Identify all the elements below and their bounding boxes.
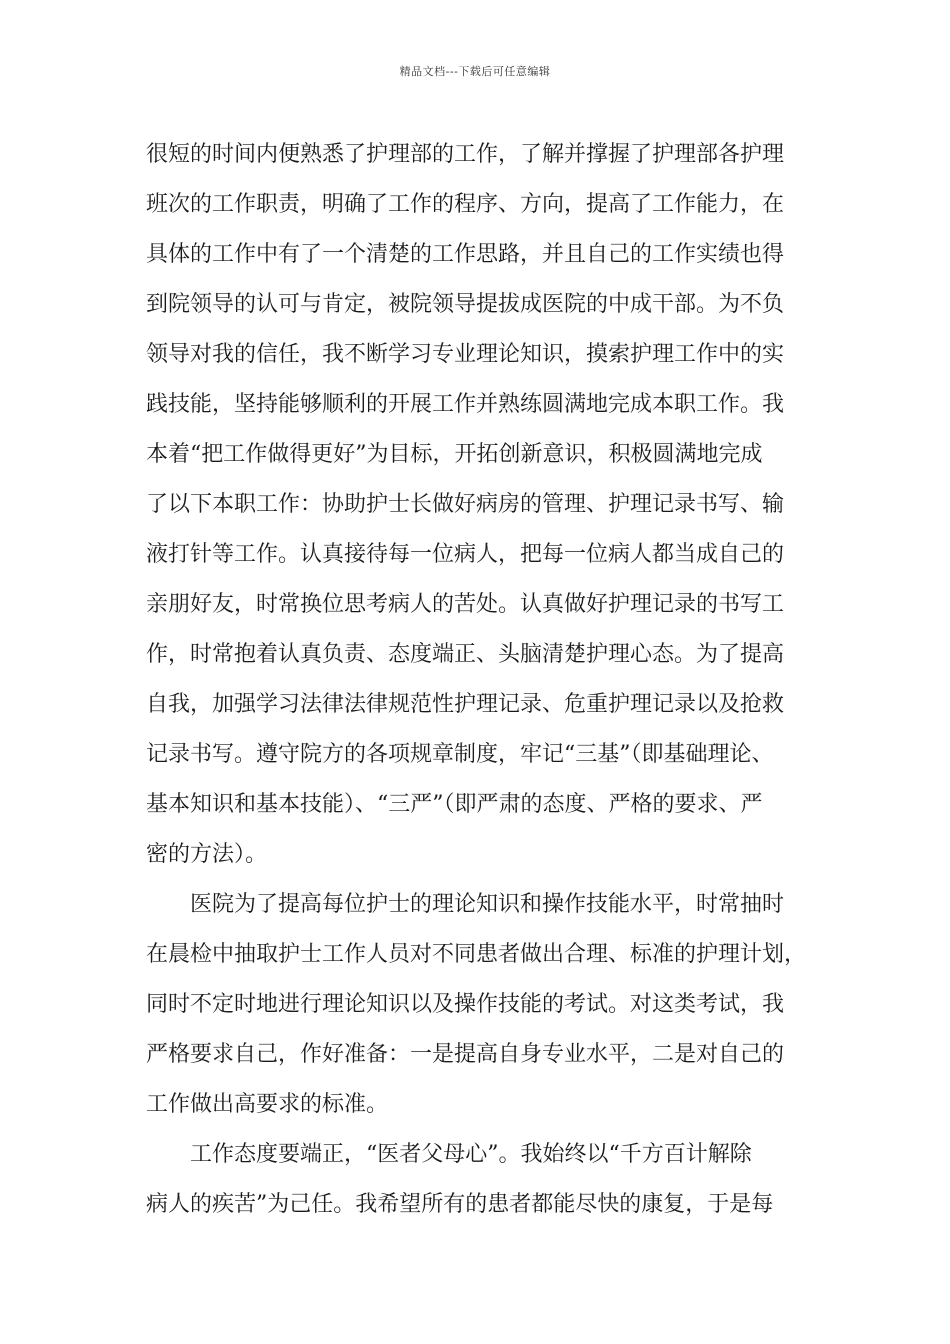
- text-line: 很短的时间内便熟悉了护理部的工作，了解并撑握了护理部各护理: [146, 142, 785, 167]
- text-line: 本着“把工作做得更好”为目标，开拓创新意识，积极圆满地完成: [146, 442, 763, 467]
- text-line: 具体的工作中有了一个清楚的工作思路，并且自己的工作实绩也得: [146, 242, 785, 267]
- paragraph: [146, 130, 806, 880]
- text-line: 领导对我的信任，我不断学习专业理论知识，摸索护理工作中的实: [146, 342, 785, 367]
- text-line: 记录书写。遵守院方的各项规章制度，牢记“三基”（即基础理论、: [146, 742, 774, 767]
- paragraph: [146, 880, 806, 1130]
- text-line: 工作态度要端正，“医者父母心”。我始终以“千方百计解除: [190, 1142, 752, 1167]
- text-line: 基本知识和基本技能）、“三严”（即严肃的态度、严格的要求、严: [146, 792, 763, 817]
- text-line: 自我，加强学习法律法律规范性护理记录、危重护理记录以及抢救: [146, 692, 785, 717]
- text-line: 在晨检中抽取护士工作人员对不同患者做出合理、标准的护理计划，: [146, 942, 807, 967]
- text-line: 了以下本职工作：协助护士长做好病房的管理、护理记录书写、输: [146, 492, 785, 517]
- text-line: 工作做出高要求的标准。: [146, 1092, 389, 1117]
- text-line: 严格要求自己，作好准备：一是提高自身专业水平，二是对自己的: [146, 1042, 785, 1067]
- text-line: 亲朋好友，时常换位思考病人的苦处。认真做好护理记录的书写工: [146, 592, 785, 617]
- page-header: 精品文档---下载后可任意编辑: [399, 65, 551, 78]
- text-line: 同时不定时地进行理论知识以及操作技能的考试。对这类考试，我: [146, 992, 785, 1017]
- paragraph: [146, 1130, 806, 1230]
- text-line: 到院领导的认可与肯定，被院领导提拔成医院的中成干部。为不负: [146, 292, 785, 317]
- text-line: 病人的疾苦”为己任。我希望所有的患者都能尽快的康复，于是每: [146, 1192, 774, 1217]
- text-line: 医院为了提高每位护士的理论知识和操作技能水平，时常抽时: [190, 892, 785, 917]
- document-body: [146, 130, 806, 1230]
- text-line: 班次的工作职责，明确了工作的程序、方向，提高了工作能力，在: [146, 192, 785, 217]
- text-line: 作，时常抱着认真负责、态度端正、头脑清楚护理心态。为了提高: [146, 642, 785, 667]
- text-line: 液打针等工作。认真接待每一位病人，把每一位病人都当成自己的: [146, 542, 785, 567]
- text-line: 践技能，坚持能够顺利的开展工作并熟练圆满地完成本职工作。我: [146, 392, 785, 417]
- text-line: 密的方法）。: [146, 842, 268, 867]
